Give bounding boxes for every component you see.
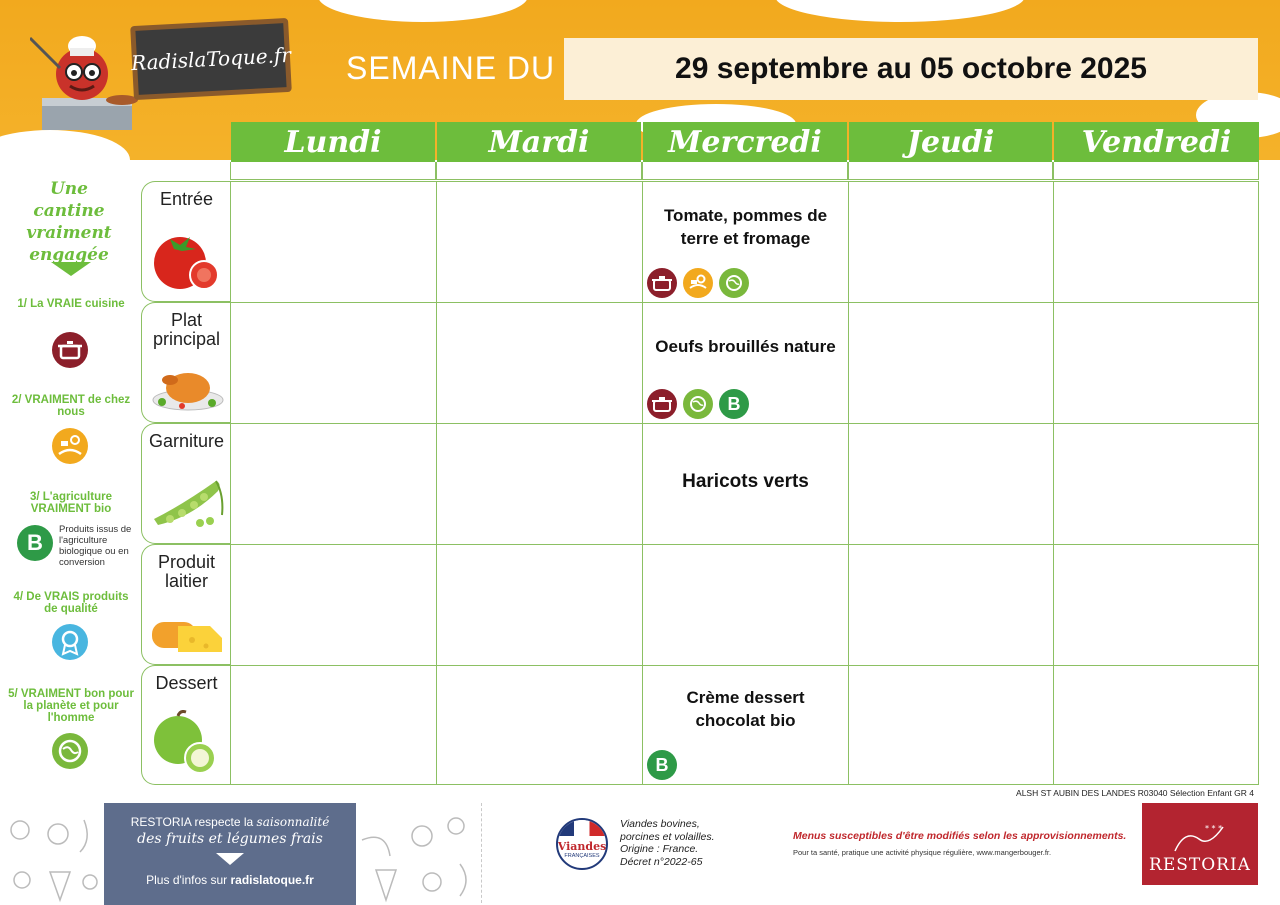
menu-cell-mercredi-dessert [642,665,849,785]
menu-cell-lundi-entree [230,181,437,303]
planet-icon [719,268,749,298]
quality-medal-icon [52,624,88,660]
menu-cell-lundi-plat [230,302,437,424]
cheese-icon [152,618,224,654]
dish-label-icons [647,389,749,419]
semaine-label: SEMAINE DU [346,50,556,86]
bio-b-icon: B [647,750,677,780]
dish-label-icons [647,750,677,780]
footer-divider [481,803,482,903]
viandes-origine-text [620,818,715,868]
roast-chicken-icon [152,366,224,412]
menu-cell-vendredi-plat [1053,302,1259,424]
menu-cell-jeudi-plat [848,302,1054,424]
vf-line: Origine : France. [620,843,699,855]
row-label-text: Dessert [155,673,218,693]
menu-reference: ALSH ST AUBIN DES LANDES R03040 Sélection Enfant GR 4 [1016,788,1254,798]
dish-entree: Tomate, pommes de terre et fromage [663,206,828,248]
menu-cell-mercredi-garniture [642,423,849,545]
row-label-garniture [141,423,231,544]
menu-cell-mercredi-laitier [642,544,849,666]
menu-cell-mardi-garniture [436,423,643,545]
menu-cell-lundi-dessert [230,665,437,785]
banner-line-2: des fruits et légumes frais [137,831,323,847]
menu-cell-jeudi-laitier [848,544,1054,666]
local-farm-icon [683,268,713,298]
menu-cell-mardi-plat [436,302,643,424]
restoria-emblem-icon [1165,821,1235,855]
bio-note: Produits issus de l'agriculture biologique ou en conversion [59,524,132,568]
day-header-mardi: Mardi [437,122,641,162]
menu-cell-vendredi-entree [1053,181,1259,303]
menu-cell-mercredi-entree [642,181,849,303]
menu-cell-mardi-entree [436,181,643,303]
dish-label-icons [647,268,749,298]
sidebar-title: Une cantine vraiment engagée [26,179,112,265]
restoria-name: RESTORIA [1149,855,1251,875]
chef-mascot-image [30,28,140,132]
dish-dessert: Crème dessert chocolat bio [686,688,805,730]
restoria-logo [1142,803,1258,885]
day-subrow [436,162,642,180]
sidebar-item-bio: 3/ L'agriculture VRAIMENT bio [30,491,112,515]
apple-icon [152,710,220,774]
menu-cell-lundi-laitier [230,544,437,666]
menu-cell-lundi-garniture [230,423,437,545]
row-label-text: Garniture [148,431,225,451]
vf-logo-text: Viandes [557,839,607,853]
banner-text: RESTORIA respecte la [130,815,254,829]
local-farm-icon [52,428,88,464]
row-label-dessert [141,665,231,785]
menu-cell-mardi-dessert [436,665,643,785]
day-header-lundi: Lundi [231,122,435,162]
bio-b-icon: B [17,525,53,561]
cooking-pot-icon [52,332,88,368]
sidebar-item-qualite: 4/ De VRAIS produits de qualité [13,591,129,615]
veggie-pattern-left [0,800,104,905]
logo-text: RadislaToque.fr [130,42,292,76]
row-label-text: Plat principal [152,310,221,349]
row-label-entree [141,181,231,302]
day-header-vendredi: Vendredi [1054,122,1259,162]
menus-modifiables-note: Menus susceptibles d'être modifiés selon les approvisionnements. [793,830,1127,842]
banner-line-3 [104,873,356,887]
day-subrow [642,162,848,180]
vf-logo-subtext: FRANÇAISES [564,852,600,859]
vf-line: porcines et volailles. [620,830,715,843]
row-label-plat [141,302,231,423]
sante-note: Pour ta santé, pratique une activité physique régulière, www.mangerbouger.fr. [793,848,1052,857]
day-subrow [848,162,1053,180]
svg-text:* * *: * * * [1205,824,1223,833]
day-subrow [230,162,436,180]
menu-cell-jeudi-garniture [848,423,1054,545]
bio-b-icon: B [719,389,749,419]
peas-icon [152,475,226,533]
sidebar-arrow [51,262,91,276]
day-header-jeudi: Jeudi [849,122,1052,162]
planet-icon [683,389,713,419]
sidebar-item-chez-nous: 2/ VRAIMENT de chez nous [11,394,131,418]
viandes-francaises-logo [556,818,608,870]
dish-garniture: Haricots verts [682,471,809,492]
veggie-pattern-right [356,800,480,905]
cooking-pot-icon [647,268,677,298]
menu-cell-mardi-laitier [436,544,643,666]
banner-line-1 [104,815,356,829]
sidebar-item-vraie-cuisine: 1/ La VRAIE cuisine [17,298,125,310]
vf-line: Décret n°2022-65 [620,855,703,868]
menu-cell-vendredi-laitier [1053,544,1259,666]
tomato-icon [152,227,222,291]
radislatoque-logo[interactable] [130,18,292,100]
menu-cell-jeudi-entree [848,181,1054,303]
banner-emphasis: saisonnalité [256,815,330,829]
menu-cell-vendredi-dessert [1053,665,1259,785]
day-subrow [1053,162,1259,180]
day-header-mercredi: Mercredi [643,122,847,162]
banner-text: Plus d'infos sur [146,873,228,887]
sidebar-item-planete: 5/ VRAIMENT bon pour la planète et pour l'homme [8,688,134,724]
planet-icon [52,733,88,769]
vf-line: Viandes bovines, [620,818,700,830]
radislatoque-link[interactable]: radislatoque.fr [230,873,314,887]
saisonnalite-banner [104,803,356,905]
banner-arrow [216,853,244,865]
row-label-laitier [141,544,231,665]
row-label-text: Produit laitier [157,552,216,591]
menu-cell-mercredi-plat [642,302,849,424]
cooking-pot-icon [647,389,677,419]
menu-cell-vendredi-garniture [1053,423,1259,545]
menu-cell-jeudi-dessert [848,665,1054,785]
row-label-text: Entrée [159,189,214,209]
date-range: 29 septembre au 05 octobre 2025 [564,38,1258,100]
dish-plat: Oeufs brouillés nature [655,337,836,356]
